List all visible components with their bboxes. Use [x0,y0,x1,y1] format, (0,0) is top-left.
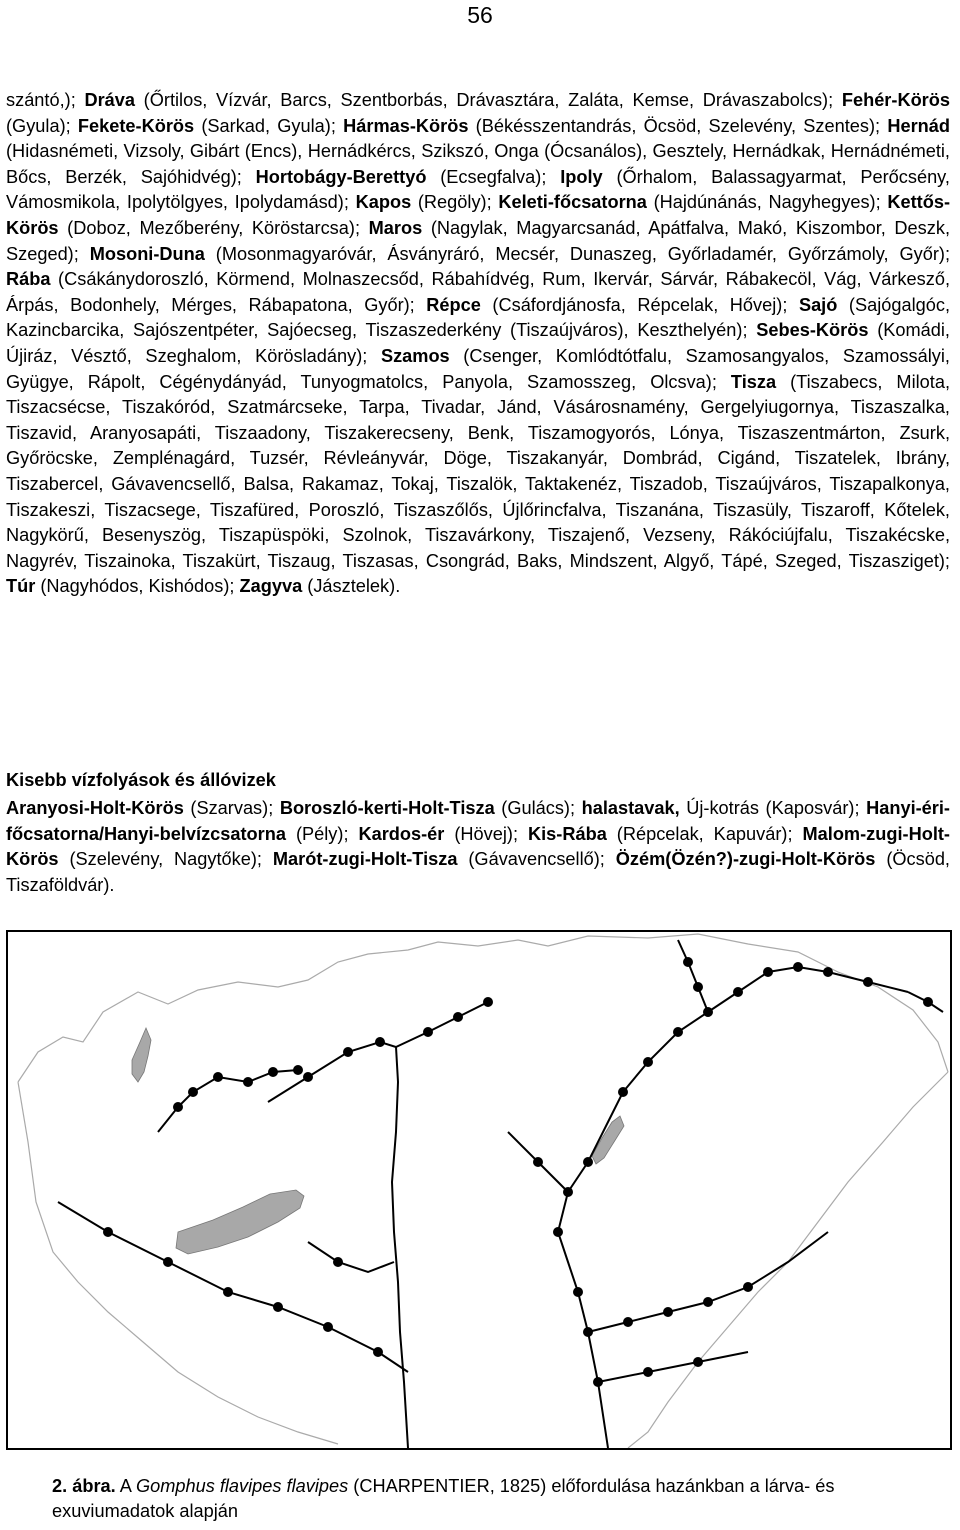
river-raba [158,1070,298,1132]
text-run: (Csenger, Komlódtótfalu, Szamosangyalos, Szamossályi, Gyügye, Rápolt, Cégénydányád, Tunyogmatolcs, Panyola, Szamosszeg, Olcsva); [6,345,950,392]
river-name: Hernád [887,115,950,136]
text-run: (Sajógalgóc, Kazincbarcika, Sajószentpéter, Sajóecseg, Tiszaszederkény (Tiszaújváros), Keszthelyén); [6,294,950,341]
occurrence-dot [343,1047,353,1057]
occurrence-dot [243,1077,253,1087]
river-name: Aranyosi-Holt-Körös [6,798,184,818]
river-name: Keleti-főcsatorna [498,192,647,213]
occurrence-dot [563,1187,573,1197]
occurrence-dot [623,1317,633,1327]
occurrence-dot [663,1307,673,1317]
river-name: Tisza [730,371,777,392]
occurrence-dot [703,1007,713,1017]
river-name: Kettős-Körös [6,192,951,238]
river-name: Kardos-ér [358,823,445,844]
occurrence-dot [293,1065,303,1075]
river-name: Hanyi-éri-főcsatorna/Hanyi-belvízcsatorna [6,798,950,844]
text-run: (Gyula); [6,115,78,136]
river-name: Kis-Rába [527,823,607,844]
text-run: (Doboz, Mezőberény, Köröstarcsa); [58,217,369,238]
occurrence-dot [553,1227,563,1237]
river-name: Kapos [355,192,412,213]
occurrence-dot [583,1157,593,1167]
river-name: Túr [6,576,36,597]
occurrence-dot [643,1057,653,1067]
occurrence-dot [213,1072,223,1082]
river-name: Ipoly [560,166,603,187]
text-run: Új-kotrás (Kaposvár); [679,798,867,818]
occurrence-dot [923,997,933,1007]
river-maros [598,1352,748,1382]
text-run: (Mosonmagyaróvár, Ásványráró, Mecsér, Dunaszeg, Győrladamér, Győrzámoly, Győr); [204,243,950,264]
caption-post: (CHARPENTIER, 1825) előfordulása hazánkban a lárva- és exuviumadatok alapján [52,1476,835,1521]
occurrence-dot [333,1257,343,1267]
text-run: (Gulács); [494,798,582,818]
occurrence-dot [823,967,833,977]
caption-label: 2. ábra. [52,1476,116,1496]
river-name: Mosoni-Duna [89,243,205,264]
rivers [58,940,943,1448]
page-number: 56 [467,2,493,28]
river-ipoly [396,1002,488,1047]
text-run: (Hövej); [444,823,528,844]
text-run: (Csákánydoroszló, Körmend, Molnaszecsőd, Rábahídvég, Rum, Ikervár, Sárvár, Rábakecöl, Vág, Várkesző, Árpás, Bodonhely, Mérges, Rábapatona, Győr); [6,269,950,315]
occurrence-dot [303,1072,313,1082]
occurrence-dot [375,1037,385,1047]
occurrence-dot [693,1357,703,1367]
occurrence-dot [533,1157,543,1167]
occurrence-dot [268,1067,278,1077]
text-run: (Répcelak, Kapuvár); [606,823,803,844]
text-run: (Nagylak, Magyarcsanád, Apátfalva, Makó, Kiszombor, Deszk, Szeged); [6,217,950,264]
occurrence-dot [673,1027,683,1037]
river-name: Marót-zugi-Holt-Tisza [272,849,458,870]
body-paragraph [6,88,950,600]
river-danube [268,1042,408,1448]
map-svg [8,932,950,1448]
text-run: (Ecsegfalva); [426,166,561,187]
river-kapos [308,1242,394,1272]
text-run: (Tiszabecs, Milota, Tiszacsécse, Tiszakóród, Szatmárcseke, Tarpa, Tivadar, Jánd, Vásárosnamény, Gergelyiugornya, Tiszaszalka, Tiszavid, Aranyosapáti, Tiszaadony, Tiszakerecseny, Benk, Tiszamogyorós, Lónya, Tiszaszentmárton, Zsurk, Győröcske, Zemplénagárd, Tuzsér, Révleányvár, Döge, Tiszakanyár, Dombrád, Cigánd, Tiszatelek, Ibrány, Tiszabercel, Gávavencsellő, Balsa, Rakamaz, Tokaj, Tiszalök, Taktakenéz, Tiszadob, Tiszaújváros, Tiszapalkonya, Tiszakeszi, Tiszacsege, Tiszafüred, Poroszló, Tiszaszőlős, Újlőrincfalva, Tiszanána, Tiszasüly, Tiszaroff, Kőtelek, Nagykörű, Besenyszög, Tiszapüspöki, Szolnok, Tiszavárkony, Tiszajenő, Vezseny, Rákóciújfalu, Tiszakécske, Nagyrév, Tiszainoka, Tiszakürt, Tiszaug, Tiszasas, Csongrád, Baks, Mindszent, Algyő, Tápé, Szeged, Tiszasziget); [6,371,951,571]
occurrence-dot [763,967,773,977]
occurrence-dot [573,1287,583,1297]
occurrence-dot [793,962,803,972]
text-run: (Komádi, Újiráz, Vésztő, Szeghalom, Körösladány); [6,320,950,366]
occurrence-dot [703,1297,713,1307]
occurrence-dot [223,1287,233,1297]
text-run: (Gávavencsellő); [457,849,616,870]
section-heading: Kisebb vízfolyások és állóvizek [6,770,276,790]
river-koros [588,1232,828,1332]
occurrence-dot [423,1027,433,1037]
text-run: (Nagyhódos, Kishódos); [35,576,240,597]
text-run: (Őrhalom, Balassagyarmat, Perőcsény, Vámosmikola, Ipolytölgyes, Ipolydamásd); [6,166,950,213]
occurrence-dot [583,1327,593,1337]
text-run: (Hidasnémeti, Vizsoly, Gibárt (Encs), Hernádkércs, Szikszó, Onga (Ócsanálos), Gesztely, Hernádkak, Hernádnémeti, Bőcs, Berzék, Sajóhidvég); [6,141,950,187]
text-run: (Őrtilos, Vízvár, Barcs, Szentborbás, Drávasztára, Zaláta, Kemse, Drávaszabolcs); [135,90,842,110]
river-name: Szamos [380,345,450,366]
occurrence-dot [483,997,493,1007]
text-run: (Öcsöd, Tiszaföldvár). [6,849,950,895]
occurrence-dots [103,957,933,1387]
occurrence-dot [163,1257,173,1267]
river-name: Hármas-Körös [343,115,469,136]
river-name: Rába [6,269,51,290]
caption-pre: A [115,1476,136,1496]
lake-balaton [176,1190,304,1254]
text-run: (Hajdúnánás, Nagyhegyes); [646,192,888,213]
text-run: (Békésszentandrás, Öcsöd, Szelevény, Szentes); [468,115,888,136]
occurrence-dot [593,1377,603,1387]
occurrence-dot [863,977,873,987]
river-name: Maros [368,217,423,238]
text-run: (Pély); [285,823,359,844]
occurrence-dot [733,987,743,997]
river-name: Fehér-Körös [841,90,950,110]
text-run: (Sarkad, Gyula); [194,115,344,136]
river-sajo-hernad [678,940,708,1012]
occurrence-dot [273,1302,283,1312]
occurrence-dot [103,1227,113,1237]
lake-ferto [132,1028,151,1082]
river-name: Zagyva [239,576,303,597]
text-run: (Jásztelek). [302,576,401,597]
occurrence-dot [173,1102,183,1112]
figure-caption [52,1474,912,1524]
caption-species: Gomphus flavipes flavipes [135,1476,349,1496]
river-name: Malom-zugi-Holt-Körös [6,823,950,870]
distribution-map [6,930,952,1450]
occurrence-dot [188,1087,198,1097]
occurrence-dot [323,1322,333,1332]
river-name: halastavak, [581,798,680,818]
river-tisza [558,967,908,1448]
occurrence-dot [618,1087,628,1097]
country-border [18,934,948,1448]
river-name: Fekete-Körös [77,115,195,136]
river-name: Sajó [798,294,838,315]
river-name: Sebes-Körös [756,320,869,341]
text-run: (Regöly); [411,192,499,213]
occurrence-dot [693,982,703,992]
occurrence-dot [373,1347,383,1357]
text-run: (Szelevény, Nagytőke); [58,849,273,870]
river-name: Hortobágy-Berettyó [255,166,427,187]
occurrence-dot [453,1012,463,1022]
small-waters-paragraph [6,796,950,898]
text-run: szántó,); [6,90,85,110]
text-run: (Szarvas); [183,798,280,818]
occurrence-dot [683,957,693,967]
occurrence-dot [643,1367,653,1377]
text-run: (Csáfordjánosfa, Répcelak, Hővej); [480,294,799,315]
river-name: Özém(Özén?)-zugi-Holt-Körös [615,849,876,870]
river-name: Dráva [84,90,135,110]
river-name: Boroszló-kerti-Holt-Tisza [279,798,495,818]
river-name: Répce [426,294,481,315]
occurrence-dot [743,1282,753,1292]
